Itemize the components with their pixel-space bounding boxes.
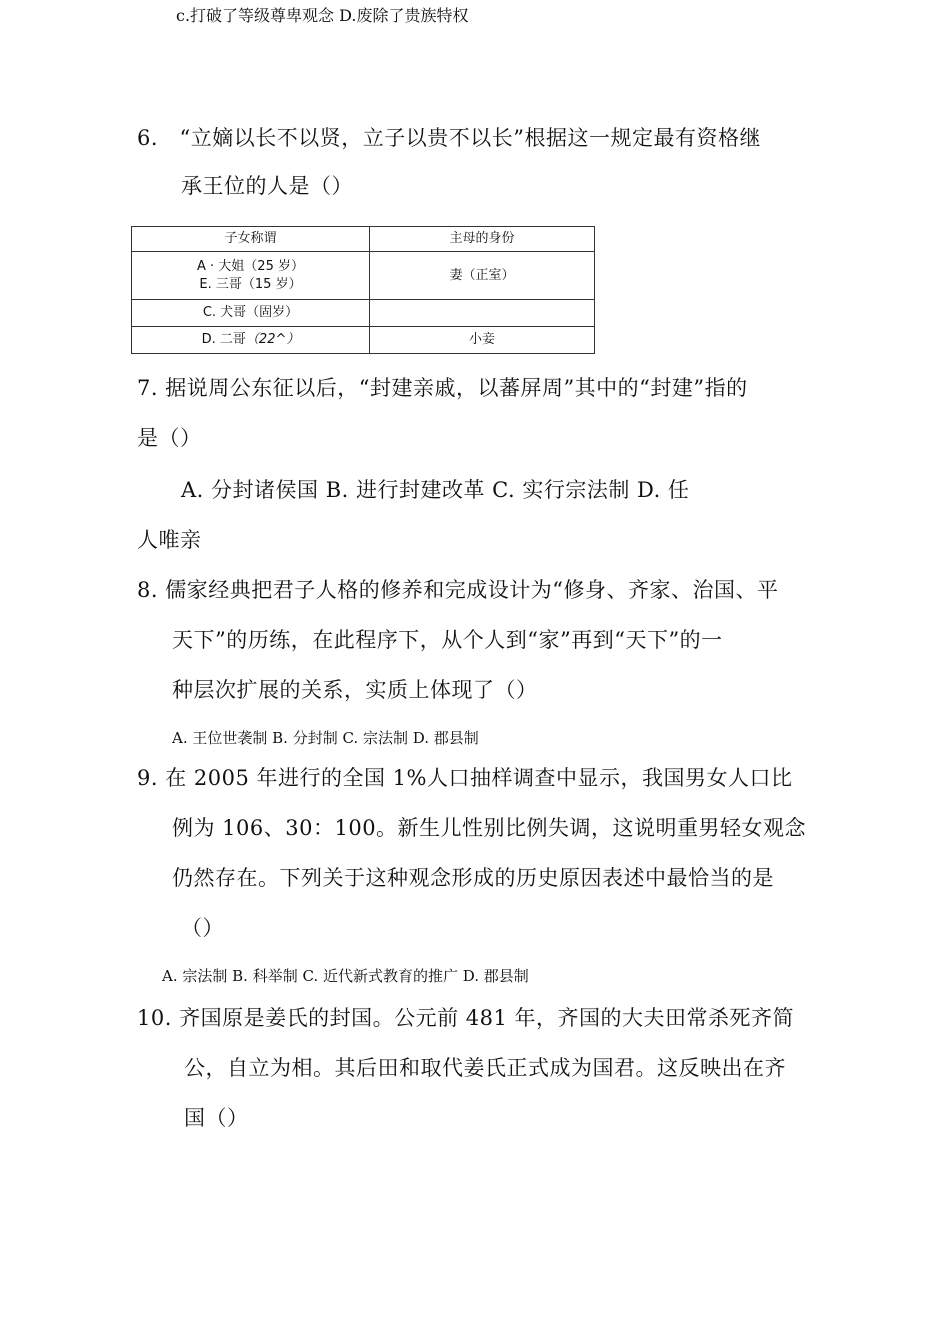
q9-stem-line-3: 仍然存在。下列关于这种观念形成的历史原因表述中最恰当的是 xyxy=(172,866,774,890)
table-cell-child-d xyxy=(132,327,370,354)
child-e: E. 三哥（15 岁） xyxy=(199,276,302,292)
table-cell-children-group-1 xyxy=(132,252,370,300)
mother-role-wife: 妻（正室） xyxy=(370,252,595,300)
mother-role-blank xyxy=(370,300,595,327)
table-header-mother: 主母的身份 xyxy=(370,227,595,252)
child-a: A · 大姐（25 岁） xyxy=(197,258,304,274)
child-c: C. 犬哥（固岁） xyxy=(132,300,370,327)
prev-question-options: c.打破了等级尊卑观念 D.废除了贵族特权 xyxy=(176,6,469,25)
q9-stem-line-1: 9. 在 2005 年进行的全国 1%人口抽样调查中显示，我国男女人口比 xyxy=(137,766,793,790)
succession-table xyxy=(131,226,595,354)
q6-stem-line-2: 承王位的人是（） xyxy=(181,174,353,198)
q9-stem-line-4: （） xyxy=(181,916,224,940)
table-header-child: 子女称谓 xyxy=(132,227,370,252)
mother-role-concubine: 小妾 xyxy=(370,327,595,354)
q8-stem-line-1: 8. 儒家经典把君子人格的修养和完成设计为“修身、齐家、治国、平 xyxy=(137,578,779,602)
q10-stem-line-3: 国（） xyxy=(184,1106,249,1130)
q7-options-line-1: A. 分封诸侯国 B. 进行封建改革 C. 实行宗法制 D. 任 xyxy=(181,478,690,502)
q8-stem-line-3: 种层次扩展的关系，实质上体现了（） xyxy=(172,678,538,702)
q7-stem-line-2: 是（） xyxy=(137,426,202,450)
q8-options: A. 王位世袭制 B. 分封制 C. 宗法制 D. 郡县制 xyxy=(172,729,479,747)
q10-stem-line-1: 10. 齐国原是姜氏的封国。公元前 481 年，齐国的大夫田常杀死齐简 xyxy=(137,1006,795,1030)
child-d-age: （22^） xyxy=(245,332,300,348)
child-d: D. 二哥 xyxy=(201,332,246,348)
q7-options-line-2: 人唯亲 xyxy=(137,528,202,552)
q9-options: A. 宗法制 B. 科举制 C. 近代新式教育的推广 D. 郡县制 xyxy=(162,967,529,985)
q6-stem-line-1: 6. “立嫡以长不以贤，立子以贵不以长”根据这一规定最有资格继 xyxy=(137,126,762,150)
q10-stem-line-2: 公，自立为相。其后田和取代姜氏正式成为国君。这反映出在齐 xyxy=(184,1056,786,1080)
q7-stem-line-1: 7. 据说周公东征以后，“封建亲戚，以蕃屏周”其中的“封建”指的 xyxy=(137,376,748,400)
q8-stem-line-2: 天下”的历练，在此程序下，从个人到“家”再到“天下”的一 xyxy=(172,628,723,652)
q9-stem-line-2: 例为 106、30：100。新生儿性别比例失调，这说明重男轻女观念 xyxy=(172,816,807,840)
